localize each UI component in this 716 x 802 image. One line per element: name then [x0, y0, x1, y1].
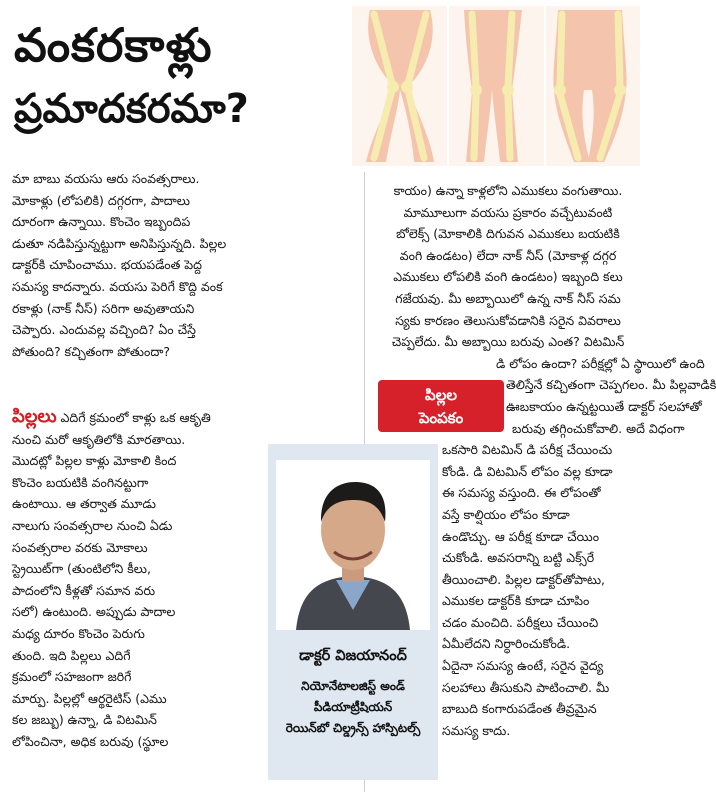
question-line: డుతూ నడిపిస్తున్నట్టుగా అనిపిస్తున్నది. పిల్లల — [12, 235, 227, 251]
answer-right-line: ఏమీలేదని నిర్ధారించుకోండి. — [442, 636, 571, 652]
answer-line: మొదట్లో పిల్లల కాళ్లు మోకాలి కింద — [12, 453, 177, 469]
answer-right-line: ఉండొచ్చు. ఆ పరీక్ష కూడా చేయిం — [442, 528, 600, 544]
answer-right-line: కాయం) ఉన్నా కాళ్లలోని ఎముకలు వంగుతాయి. — [393, 183, 623, 198]
answer-line: నాలుగు సంవత్సరాల నుంచి ఏడు — [12, 517, 173, 533]
answer-right-line: స్యకు కారణం తెలుసుకోవడానికి సరైన వివరాలు — [395, 312, 621, 328]
question-line: మోకాళ్లు (లోపలికి) దగ్గరగా, పాదాలు — [12, 192, 190, 208]
answer-line: మధ్య దూరం కొంచెం పెరుగు — [12, 625, 145, 641]
answer-line: సంవత్సరాల వరకు మోకాలు — [12, 539, 148, 555]
answer-line: తుంది. ఇది పిల్లలు ఎదిగే — [12, 647, 131, 663]
question-text — [12, 168, 312, 362]
answer-right-line: కోండి. డి విటమిన్ లోపం వల్ల కూడా — [442, 463, 613, 479]
answer-right-line: వంగి ఉండటం) లేదా నాక్ నీస్ (మోకాళ్ల దగ్గర — [399, 247, 617, 263]
answer-right-line: చెప్పలేదు. మీ అబ్బాయి బరువు ఎంత? విటమిన్ — [391, 334, 625, 350]
answer-line: కొంచెం బయటికి వంగినట్టుగా — [12, 474, 149, 490]
answer-line: నుంచి మరో ఆకృతిలోకి మారతాయి. — [12, 431, 186, 447]
column-tag — [378, 380, 504, 432]
legs-skeleton-illustration — [352, 6, 640, 166]
doctor-name: డాక్టర్ విజయానంద్ — [299, 648, 407, 664]
answer-line: సలో) ఉంటుంది. అప్పుడు పాదాల — [12, 604, 176, 620]
answer-right-line: చుకోండి. అవసరాన్ని బట్టి ఎక్స్‌రే — [442, 550, 595, 566]
question-line: దూరంగా ఉన్నాయి. కొంచెం ఇబ్బందిప — [12, 214, 191, 230]
question-line: మా బాబు వయసు ఆరు సంవత్సరాలు. — [12, 171, 200, 186]
doctor-hospital: రెయిన్‌బో చిల్డ్రన్స్ హాస్పిటల్స్ — [285, 721, 421, 735]
doctor-title-line-1: నియోనేటాలజిస్ట్ అండ్ — [301, 679, 405, 693]
answer-right-line: ఎముకలు లోపలికి వంగి ఉండటం) ఇబ్బంది కలు — [393, 269, 623, 285]
doctor-title-line-2: పీడియాట్రీషియన్ — [313, 700, 393, 714]
doctor-photo — [276, 460, 430, 630]
answer-first-line — [12, 406, 260, 429]
question-line: చెప్పారు. ఎందువల్ల వచ్చింది? ఏం చేస్తే — [12, 322, 196, 338]
headline-line-1: వంకరకాళ్లు — [14, 18, 213, 72]
column-tag-line-2: పెంపకం — [418, 409, 464, 427]
answer-lead-word: పిల్లలు — [12, 406, 57, 427]
answer-line: లోపించినా, అధిక బరువు (స్థూల — [12, 733, 169, 749]
doctor-credentials — [268, 676, 438, 739]
bow-legs-figure — [546, 6, 640, 166]
normal-leg-figure — [449, 6, 544, 166]
answer-line: మార్పు. పిల్లల్లో ఆర్థరైటిస్ (ఎము — [12, 690, 167, 706]
answer-right-line: సమస్య కాదు. — [442, 722, 511, 738]
question-line: సమస్య కాదన్నారు. వయసు పెరిగే కొద్ది వంక — [12, 278, 223, 294]
answer-right-line: వస్తే కాల్షియం లోపం కూడా — [442, 506, 570, 522]
answer-right-line: చడం మంచిది. పరీక్షలు చేయించి — [442, 614, 599, 630]
doctor-bio-box — [268, 444, 438, 780]
headline-line-2: ప్రమాదకరమా? — [14, 86, 249, 132]
answer-right-line: బోలెక్స్ (మోకాలికి దిగువన ఎముకలు బయటికి — [396, 226, 620, 242]
answer-line: స్ట్రెయిట్‌గా (తుంటిలోని కీలు, — [12, 561, 151, 577]
question-line: పోతుంది? కచ్చితంగా పోతుందా? — [12, 343, 170, 359]
answer-right-line: ఊబకాయం ఉన్నట్టయితే డాక్టర్ సలహాతో — [506, 398, 702, 414]
question-line: రకాళ్లు (నాక్ నీస్) సరిగా అవుతాయని — [12, 300, 195, 316]
answer-right-line: గజేయవు. మీ అబ్బాయిలో ఉన్న నాక్ నీస్ సమ — [395, 290, 621, 306]
answer-line: కల జబ్బు) ఉన్నా, డి విటమిన్ — [12, 712, 157, 728]
answer-right-line: ఒకసారి విటమిన్ డి పరీక్ష చేయించు — [442, 442, 613, 458]
answer-right-line: తెలిస్తేనే కచ్చితంగా చెప్పగలం. మీ పిల్లవాడికి — [506, 377, 716, 393]
answer-line: ఉంటాయి. ఆ తర్వాత మూడు — [12, 496, 156, 512]
answer-right-line: మామూలుగా వయసు ప్రకారం వచ్చేటువంటి — [403, 204, 613, 220]
knock-knees-leg-figure — [352, 6, 447, 166]
answer-right-line: తీయించాలి. పిల్లల డాక్టర్‌తోపాటు, — [442, 571, 605, 587]
answer-right-line: బరువు తగ్గించుకోవాలి. అదే విధంగా — [512, 420, 685, 436]
answer-right-line: ఏదైనా సమస్య ఉంటే, సరైన వైద్య — [442, 658, 604, 674]
column-tag-line-1: పిల్లల — [425, 386, 457, 404]
answer-right-line: ఈ సమస్య వస్తుంది. ఈ లోపంతో — [442, 485, 601, 501]
answer-right-line: సలహాలు తీసుకుని పాటించాలి. మీ — [442, 679, 610, 695]
answer-right-line: డి లోపం ఉందా? పరీక్షల్లో ఏ స్థాయిలో ఉంది — [496, 355, 705, 371]
answer-line: పాదంలోని కీళ్లతో సమాన వరు — [12, 582, 156, 598]
answer-first-line-rest: ఎదిగే క్రమంలో కాళ్లు ఒక ఆకృతి — [56, 410, 211, 425]
answer-right-line: ఎముకల డాక్టర్‌కి కూడా చూపిం — [442, 593, 590, 609]
answer-left-column — [12, 406, 260, 753]
answer-right-line: బాబుది కంగారుపడేంత తీవ్రమైన — [442, 701, 597, 717]
question-line: డాక్టర్‌కి చూపించాము. భయపడేంత పెద్ద — [12, 257, 203, 273]
answer-line: క్రమంలో సహజంగా జరిగే — [12, 669, 132, 685]
